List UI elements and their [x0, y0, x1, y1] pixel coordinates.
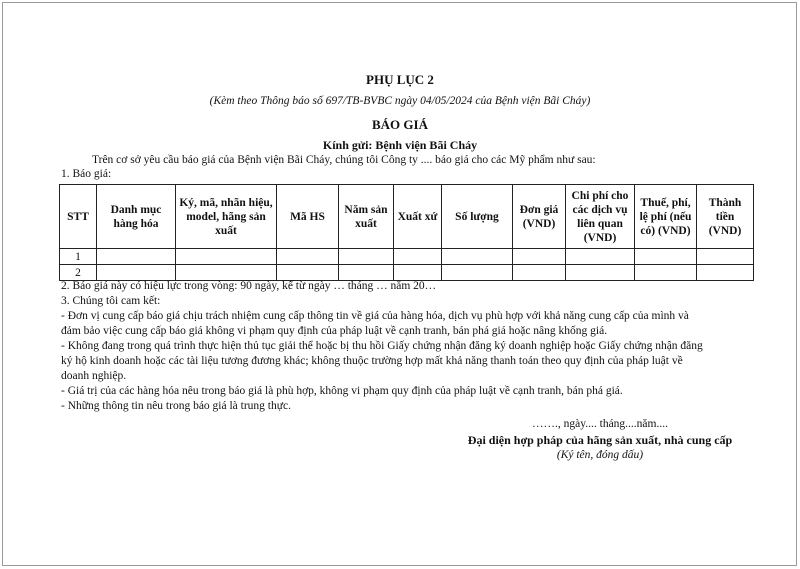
table-cell — [176, 249, 277, 265]
table-cell — [442, 249, 513, 265]
table-cell — [176, 265, 277, 281]
commitment-1-line-1: - Đơn vị cung cấp báo giá chịu trách nhiệm cung cấp thông tin về giá của hàng hóa, dịch vụ phù hợp với khả năng cung cấp của mình và — [61, 310, 689, 322]
addressee: Kính gửi: Bệnh viện Bãi Cháy — [322, 138, 478, 152]
table-cell — [566, 249, 635, 265]
table-cell — [339, 249, 394, 265]
col-header: Danh mục hàng hóa — [97, 185, 176, 249]
table-cell — [635, 249, 697, 265]
table-header-row — [60, 185, 754, 249]
col-header: Xuất xứ — [394, 185, 442, 249]
table-cell — [697, 265, 754, 281]
table-cell — [513, 265, 566, 281]
col-header: Thành tiền (VND) — [697, 185, 754, 249]
col-header: Mã HS — [277, 185, 339, 249]
signer-title: Đại diện hợp pháp của hãng sản xuất, nhà cung cấp — [467, 433, 733, 447]
table-cell-stt: 2 — [60, 265, 97, 281]
document-title: PHỤ LỤC 2 — [366, 72, 434, 87]
quote-table — [59, 184, 754, 281]
col-header: Chi phí cho các dịch vụ liên quan (VND) — [566, 185, 635, 249]
col-header: STT — [60, 185, 97, 249]
quote-heading: BÁO GIÁ — [372, 117, 428, 132]
document-subtitle: (Kèm theo Thông báo số 697/TB-BVBC ngày 04/05/2024 của Bệnh viện Bãi Cháy) — [209, 95, 591, 107]
table-cell — [97, 249, 176, 265]
section-3-label: 3. Chúng tôi cam kết: — [61, 295, 161, 307]
commitment-3: - Giá trị của các hàng hóa nêu trong báo giá là phù hợp, không vi phạm quy định của pháp luật về cạnh tranh, bán phá giá. — [61, 385, 623, 397]
intro-text: Trên cơ sở yêu cầu báo giá của Bệnh viện Bãi Cháy, chúng tôi Công ty .... báo giá cho các Mỹ phẩm như sau: — [92, 154, 596, 166]
table-cell — [277, 265, 339, 281]
commitment-2-line-1: - Không đang trong quá trình thực hiện thủ tục giải thể hoặc bị thu hồi Giấy chứng nhận đăng ký doanh nghiệp hoặc Giấy chứng nhận đăng — [61, 340, 703, 352]
table-cell — [394, 249, 442, 265]
table-cell-stt: 1 — [60, 249, 97, 265]
table-cell — [277, 249, 339, 265]
section-1-label: 1. Báo giá: — [61, 168, 112, 180]
table-row — [60, 249, 754, 265]
col-header: Thuế, phí, lệ phí (nếu có) (VND) — [635, 185, 697, 249]
col-header: Ký, mã, nhãn hiệu, model, hãng sản xuất — [176, 185, 277, 249]
table-row — [60, 265, 754, 281]
section-2-validity: 2. Báo giá này có hiệu lực trong vòng: 90 ngày, kể từ ngày … tháng … năm 20… — [61, 280, 437, 292]
commitment-4: - Những thông tin nêu trong báo giá là trung thực. — [61, 400, 291, 412]
signature-date-line: ……., ngày.... tháng....năm.... — [532, 418, 668, 430]
table-cell — [394, 265, 442, 281]
commitment-1-line-2: đảm bảo việc cung cấp báo giá không vi phạm quy định của pháp luật về cạnh tranh, bán phá giá hoặc nâng khống giá. — [61, 325, 608, 337]
commitment-2-line-3: doanh nghiệp. — [61, 370, 127, 382]
col-header: Năm sản xuất — [339, 185, 394, 249]
table-cell — [513, 249, 566, 265]
signer-note: (Ký tên, đóng dấu) — [556, 449, 644, 461]
col-header: Số lượng — [442, 185, 513, 249]
table-cell — [635, 265, 697, 281]
table-cell — [697, 249, 754, 265]
table-cell — [97, 265, 176, 281]
col-header: Đơn giá (VND) — [513, 185, 566, 249]
table-cell — [566, 265, 635, 281]
commitment-2-line-2: ký hộ kinh doanh hoặc các tài liệu tương đương khác; không thuộc trường hợp mất khả năng thanh toán theo quy định của pháp luật về — [61, 355, 683, 367]
table-cell — [442, 265, 513, 281]
table-cell — [339, 265, 394, 281]
